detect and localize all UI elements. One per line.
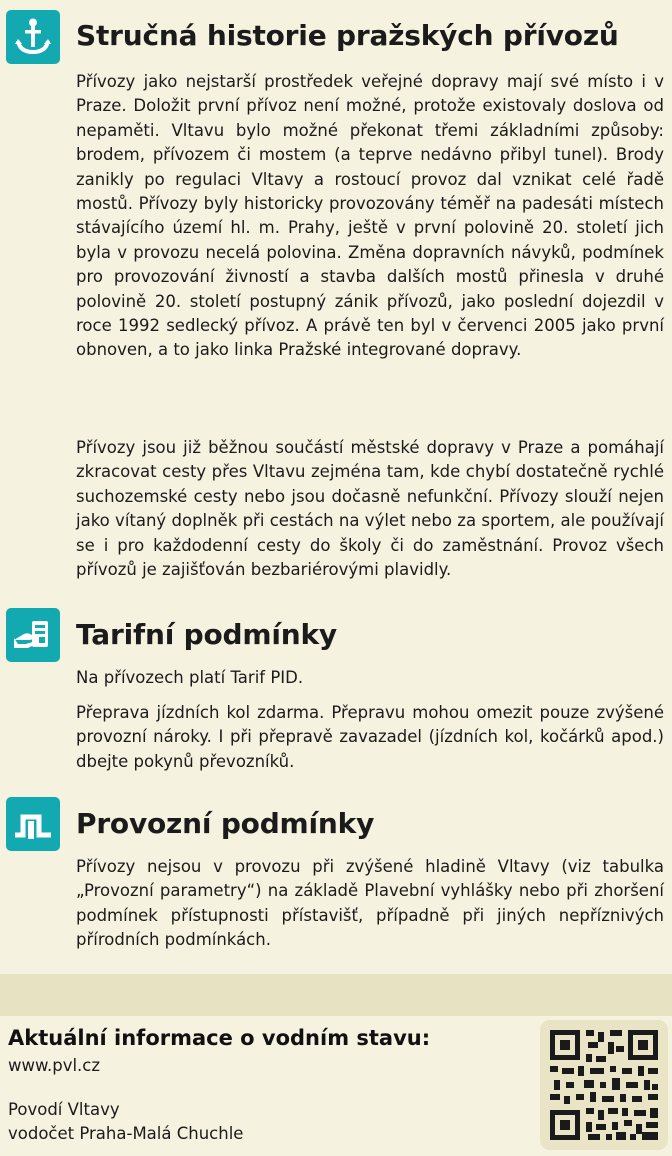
operation-paragraph-1: Přívozy nejsou v provozu při zvýšené hladině Vltavy (viz tabulka „Provozní parametry“) na základě Plavební vyhlášky nebo při zhoršení podmínek přístupnosti přístavišť, případně při jiných nepříznivých přírodních podmínkách. — [76, 857, 664, 950]
water-level-icon — [6, 797, 60, 851]
anchor-icon — [6, 10, 60, 64]
footer-gauge: vodočet Praha-Malá Chuchle — [8, 1124, 244, 1143]
footer-title: Aktuální informace o vodním stavu: — [8, 1026, 431, 1050]
tariff-paragraph-2: Přeprava jízdních kol zdarma. Přepravu mohou omezit pouze zvýšené provozní nároky. I při přepravě zavazadel (jízdních kol, kočárků apod.) dbejte pokynů převozníků. — [76, 703, 664, 771]
footer — [0, 1016, 672, 1156]
ticket-hand-icon — [6, 608, 60, 662]
footer-org: Povodí Vltavy — [8, 1100, 120, 1119]
footer-url-link[interactable]: www.pvl.cz — [8, 1056, 101, 1075]
separator-band — [0, 974, 672, 1016]
section-title-tariff: Tarifní podmínky — [76, 618, 337, 651]
section-title-history: Stručná historie pražských přívozů — [76, 19, 619, 52]
qr-code-icon[interactable] — [540, 1020, 668, 1150]
tariff-paragraph-1: Na přívozech platí Tarif PID. — [76, 668, 304, 687]
history-paragraph-2: Přívozy jsou již běžnou součástí městské dopravy v Praze a pomáhají zkracovat cesty přes Vltavu zejména tam, kde chybí dostatečně rychlé suchozemské cesty nebo jsou dočasně nefunkční. Přívozy slouží nejen jako vítaný doplněk při cestách na výlet nebo za sportem, ale používají se i pro každodenní cesty do školy či do zaměstnání. Provoz všech přívozů je zajišťován bezbariérovými plavidly. — [76, 438, 664, 580]
section-title-operation: Provozní podmínky — [76, 807, 375, 840]
history-paragraph-1: Přívozy jako nejstarší prostředek veřejné dopravy mají své místo i v Praze. Doložit první přívoz není možné, protože existovaly doslova od nepaměti. Vltavu bylo možné překonat třemi základními způsoby: brodem, přívozem či mostem (a teprve nedávno přibyl tunel). Brody zanikly po regulaci Vltavy a rostoucí provoz dal vznikat celé řadě mostů. Přívozy byly historicky provozovány téměř na padesáti místech stávajícího území hl. m. Prahy, ještě v první polovině 20. století jich byla v provozu necelá polovina. Změna dopravních návyků, podmínek pro provozování živností a stavba dalších mostů přinesla v druhé polovině 20. století postupný zánik přívozů, jako poslední dojezdil v roce 1992 sedlecký přívoz. A právě ten byl v červenci 2005 jako první obnoven, a to jako linka Pražské integrované dopravy. — [76, 72, 664, 360]
